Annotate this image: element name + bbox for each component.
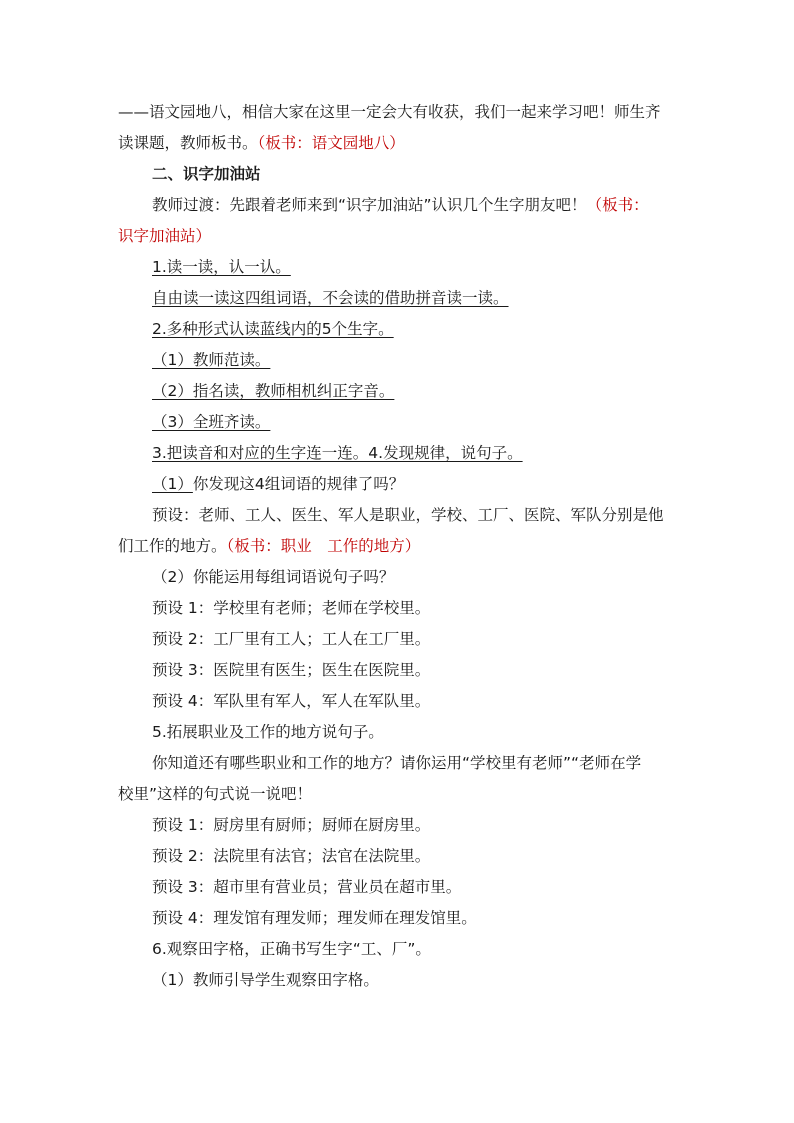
- intro-text: ——语文园地八，相信大家在这里一定会大有收获，我们一起来学习吧！师生齐: [118, 103, 661, 121]
- step-2-sub-2: （2）指名读，教师相机纠正字音。: [152, 382, 395, 400]
- step-5-preset-1: 预设 1：厨房里有厨师；厨师在厨房里。: [152, 816, 431, 834]
- preset-2: 预设 2：工厂里有工人；工人在工厂里。: [152, 630, 431, 648]
- preset-3: 预设 3：医院里有医生；医生在医院里。: [152, 661, 431, 679]
- board-note-job: （板书：职业 工作的地方）: [226, 537, 421, 555]
- step-5-preset-4: 预设 4：理发馆有理发师；理发师在理发馆里。: [152, 909, 477, 927]
- transition-line-1: [152, 195, 649, 215]
- step-2-sub-1: （1）教师范读。: [152, 351, 271, 369]
- intro-text-cont: 读课题，教师板书。: [118, 134, 258, 152]
- preset-1: 预设 1：学校里有老师；老师在学校里。: [152, 599, 431, 617]
- step-2: 2.多种形式认读蓝线内的5个生字。: [152, 320, 394, 338]
- question-number: （1）: [152, 475, 193, 493]
- intro-line-1: [118, 102, 661, 122]
- step-4-preset-line-1: 预设：老师、工人、医生、军人是职业，学校、工厂、医院、军队分别是他: [152, 506, 664, 524]
- preset-text: 们工作的地方。: [118, 537, 227, 555]
- step-5: 5.拓展职业及工作的地方说句子。: [152, 723, 384, 741]
- step-3-4: 3.把读音和对应的生字连一连。4.发现规律，说句子。: [152, 444, 523, 462]
- transition-board-note: 识字加油站）: [118, 227, 212, 245]
- step-2-sub-3: （3）全班齐读。: [152, 413, 271, 431]
- intro-line-2: [118, 133, 405, 153]
- step-4-question-1: [152, 474, 404, 494]
- step-1: 1.读一读，认一认。: [152, 258, 291, 276]
- step-6: 6.观察田字格，正确书写生字“工、厂”。: [152, 940, 431, 958]
- step-4-question-2: （2）你能运用每组词语说句子吗？: [152, 568, 395, 586]
- step-4-preset-line-2: [118, 536, 420, 556]
- section-heading: 二、识字加油站: [152, 165, 261, 183]
- question-text: 你发现这4组词语的规律了吗？: [192, 475, 405, 493]
- transition-text: 教师过渡：先跟着老师来到“识字加油站”认识几个生字朋友吧！: [152, 196, 587, 214]
- board-note-title: （板书：语文园地八）: [257, 134, 405, 152]
- step-6-sub-1: （1）教师引导学生观察田字格。: [152, 971, 379, 989]
- step-5-preset-3: 预设 3：超市里有营业员；营业员在超市里。: [152, 878, 462, 896]
- step-5-preset-2: 预设 2：法院里有法官；法官在法院里。: [152, 847, 431, 865]
- board-note-open: （板书：: [586, 196, 649, 214]
- preset-4: 预设 4：军队里有军人，军人在军队里。: [152, 692, 431, 710]
- step-1-detail: 自由读一读这四组词语，不会读的借助拼音读一读。: [152, 289, 509, 307]
- step-5-question-line-2: 校里”这样的句式说一说吧！: [118, 785, 313, 803]
- step-5-question-line-1: 你知道还有哪些职业和工作的地方？请你运用“学校里有老师”“老师在学: [152, 754, 642, 772]
